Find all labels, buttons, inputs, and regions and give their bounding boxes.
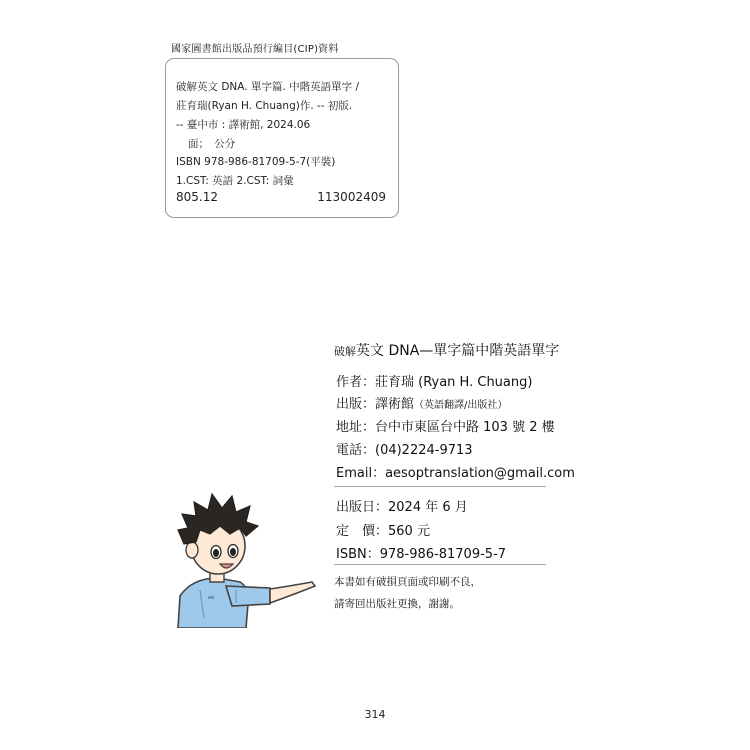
cip-box (165, 58, 399, 218)
cip-line: -- 臺中市 : 譯術館, 2024.06 (176, 119, 311, 131)
author-line: 作者：莊育瑞 (Ryan H. Chuang) (336, 375, 533, 390)
arm (270, 582, 315, 603)
book-title (334, 340, 559, 360)
email-line[interactable]: Email：aesoptranslation@gmail.com (336, 466, 575, 481)
isbn-line: ISBN：978-986-81709-5-7 (336, 547, 507, 562)
publisher-line (336, 393, 507, 412)
notice-line: 請寄回出版社更換，謝謝。 (334, 598, 460, 610)
divider (334, 486, 546, 487)
cip-classification: 805.12 (176, 190, 218, 204)
cip-title: 國家圖書館出版品預行編目(CIP)資料 (171, 44, 339, 55)
cip-line: 面； 公分 (188, 138, 236, 150)
price-line: 定 價：560 元 (336, 524, 430, 539)
cip-number: 113002409 (317, 190, 386, 204)
notice-line: 本書如有破損頁面或印刷不良， (334, 576, 481, 588)
mascot-illustration (170, 478, 320, 628)
book-title-main: 英文 DNA—單字篇中階英語單字 (356, 343, 560, 359)
phone-line: 電話：(04)2224-9713 (336, 443, 473, 458)
cip-line: 莊育瑞(Ryan H. Chuang)作. -- 初版. (176, 100, 353, 112)
address-line: 地址：台中市東區台中路 103 號 2 樓 (336, 420, 555, 435)
page-number: 314 (364, 708, 386, 721)
book-title-prefix: 破解 (334, 345, 356, 358)
cip-line: ISBN 978-986-81709-5-7(平裝) (176, 156, 336, 168)
publisher-sub: （英語翻譯/出版社） (414, 400, 508, 411)
cip-line: 1.CST: 英語 2.CST: 詞彙 (176, 175, 294, 187)
sleeve (226, 586, 270, 606)
divider (334, 564, 546, 565)
publisher-label: 出版：譯術館 (336, 397, 415, 412)
cip-line: 破解英文 DNA. 單字篇. 中階英語單字 / (176, 81, 360, 93)
publish-date-line: 出版日：2024 年 6 月 (336, 500, 468, 515)
